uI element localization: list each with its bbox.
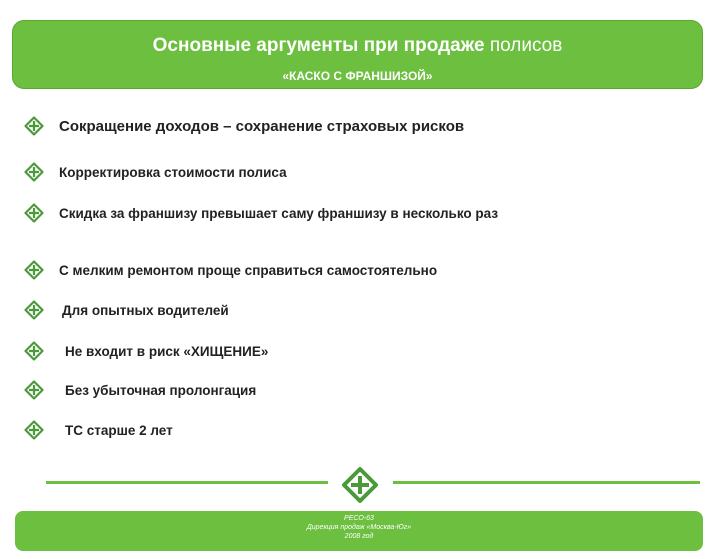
footer-banner [15,511,703,551]
reso-logo-icon [24,162,44,182]
list-item [24,160,287,184]
list-item-label: ТС старше 2 лет [65,422,173,438]
slide-title-light: полисов [489,35,563,56]
list-item-label: Корректировка стоимости полиса [59,164,287,180]
list-item [24,258,437,282]
title-banner [12,20,703,89]
list-item-label: Без убыточная пролонгация [65,382,257,398]
reso-logo-icon [24,300,44,320]
reso-logo-icon [24,420,44,440]
divider-right [393,481,700,484]
list-item-label: Не входит в риск «ХИЩЕНИЕ» [65,343,269,359]
reso-logo-icon [341,466,379,504]
divider-left [46,481,328,484]
slide-title [13,35,702,57]
list-item-label: Для опытных водителей [62,302,229,318]
reso-logo-icon [24,380,44,400]
list-item [24,114,464,138]
list-item [24,418,173,442]
list-item [24,201,498,225]
reso-logo-icon [24,203,44,223]
list-item [24,339,268,363]
slide-subtitle: «КАСКО С ФРАНШИЗОЙ» [282,69,433,83]
footer-company: РЕСО-63 [344,515,374,522]
reso-logo-icon [24,260,44,280]
list-item [24,298,229,322]
reso-logo-icon [24,116,44,136]
footer-division: Дирекция продаж «Москва-Юг» [306,524,412,531]
list-item-label: Скидка за франшизу превышает саму франшизу в несколько раз [59,205,499,221]
list-item-label: С мелким ремонтом проще справиться самостоятельно [59,262,438,278]
footer-year: 2008 год [344,533,374,540]
list-item [24,378,256,402]
list-item-label: Сокращение доходов – сохранение страховых рисков [59,117,465,135]
slide-title-bold: Основные аргументы при продаже [152,35,485,56]
reso-logo-icon [24,341,44,361]
